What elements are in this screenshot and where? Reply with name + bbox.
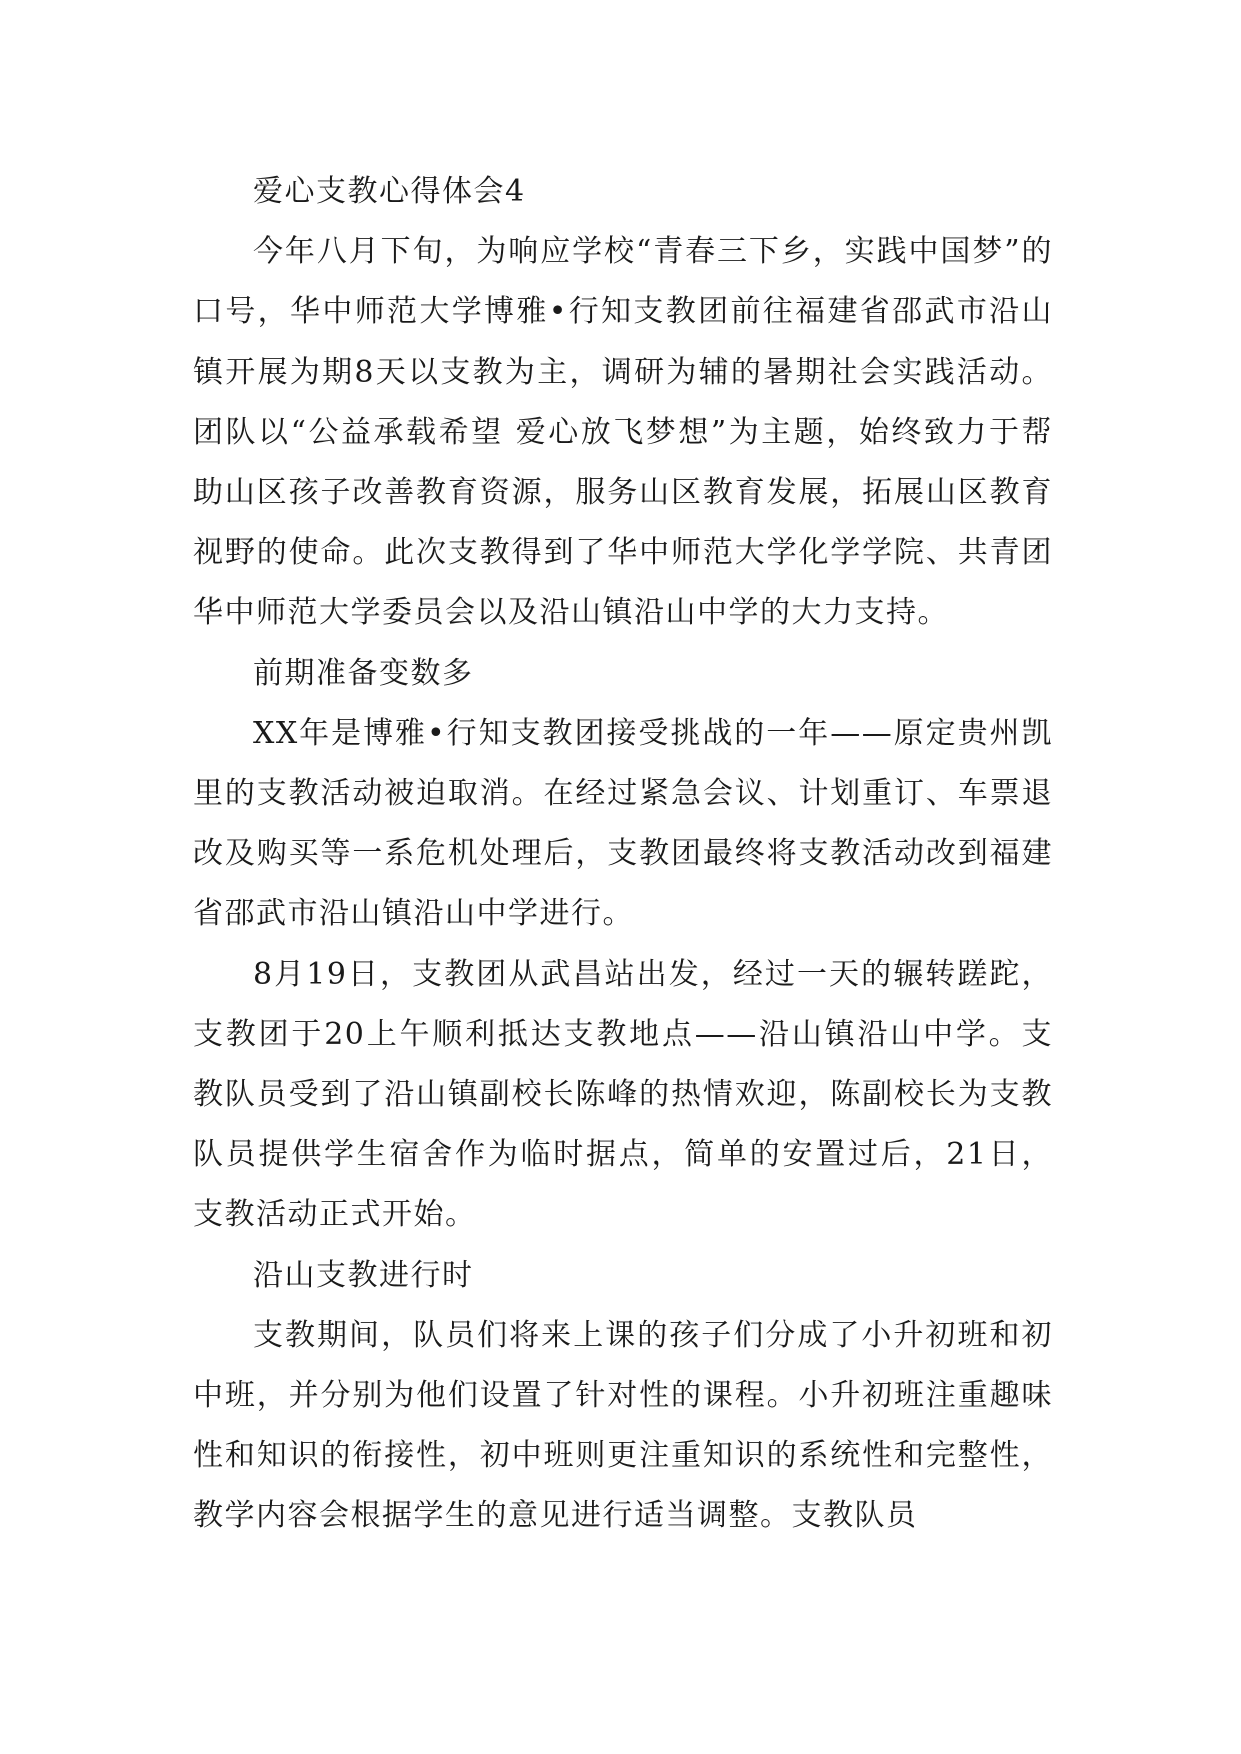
paragraph-intro: 今年八月下旬，为响应学校“青春三下乡，实践中国梦”的口号，华中师范大学博雅•行知支教团前往福建省邵武市沿山镇开展为期8天以支教为主，调研为辅的暑期社会实践活动。团队以“公益承载希望 爱心放飞梦想”为主题，始终致力于帮助山区孩子改善教育资源，服务山区教育发展，拓展山区教育视野的使命。此次支教得到了华中师范大学化学学院、共青团华中师范大学委员会以及沿山镇沿山中学的大力支持。	[193, 234, 1053, 631]
paragraph-preparation: XX年是博雅•行知支教团接受挑战的一年——原定贵州凯里的支教活动被迫取消。在经过紧急会议、计划重订、车票退改及购买等一系危机处理后，支教团最终将支教活动改到福建省邵武市沿山镇沿山中学进行。	[193, 715, 1053, 932]
document-title: 爱心支教心得体会4	[253, 174, 526, 209]
document-body	[193, 162, 1053, 1547]
paragraph-teaching: 支教期间，队员们将来上课的孩子们分成了小升初班和初中班，并分别为他们设置了针对性的课程。小升初班注重趣味性和知识的衔接性，初中班则更注重知识的系统性和完整性，教学内容会根据学生的意见进行适当调整。支教队员	[193, 1317, 1053, 1534]
section-heading-teaching: 沿山支教进行时	[253, 1257, 474, 1293]
section-heading-preparation: 前期准备变数多	[253, 655, 474, 691]
paragraph-arrival: 8月19日，支教团从武昌站出发，经过一天的辗转蹉跎，支教团于20上午顺利抵达支教地点——沿山镇沿山中学。支教队员受到了沿山镇副校长陈峰的热情欢迎，陈副校长为支教队员提供学生宿舍作为临时据点，简单的安置过后，21日，支教活动正式开始。	[193, 956, 1053, 1233]
